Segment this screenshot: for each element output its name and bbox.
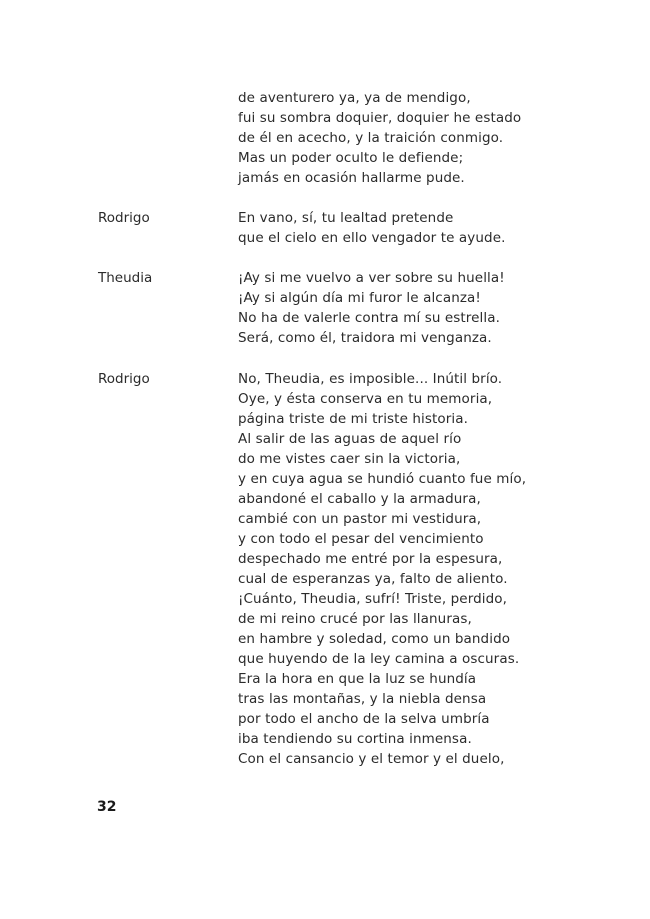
verse-line: fui su sombra doquier, doquier he estado — [238, 110, 522, 126]
verse-line: que el cielo en ello vengador te ayude. — [238, 230, 506, 246]
verse-line: ¡Ay si algún día mi furor le alcanza! — [238, 290, 481, 306]
verse-line: Oye, y ésta conserva en tu memoria, — [238, 391, 493, 407]
verse-line: do me vistes caer sin la victoria, — [238, 451, 461, 467]
verse-line: No ha de valerle contra mí su estrella. — [238, 310, 501, 326]
verse-line: por todo el ancho de la selva umbría — [238, 711, 490, 727]
verse-line: tras las montañas, y la niebla densa — [238, 691, 487, 707]
verse-line: de aventurero ya, ya de mendigo, — [238, 90, 471, 106]
verse-line: Con el cansancio y el temor y el duelo, — [238, 751, 505, 767]
verse-line: Al salir de las aguas de aquel río — [238, 431, 462, 447]
verse-line: iba tendiendo su cortina inmensa. — [238, 731, 472, 747]
verse-line: en hambre y soledad, como un bandido — [238, 631, 511, 647]
speaker-name: Theudia — [98, 270, 153, 286]
verse-line: En vano, sí, tu lealtad pretende — [238, 210, 454, 226]
speaker-name: Rodrigo — [98, 210, 150, 226]
page-number: 32 — [97, 799, 117, 815]
verse-line: página triste de mi triste historia. — [238, 411, 469, 427]
verse-line: Era la hora en que la luz se hundía — [238, 671, 477, 687]
verse-line: abandoné el caballo y la armadura, — [238, 491, 481, 507]
verse-line: de él en acecho, y la traición conmigo. — [238, 130, 504, 146]
verse-line: jamás en ocasión hallarme pude. — [238, 170, 465, 186]
verse-line: ¡Ay si me vuelvo a ver sobre su huella! — [238, 270, 505, 286]
verse-line: y en cuya agua se hundió cuanto fue mío, — [238, 471, 527, 487]
verse-line: que huyendo de la ley camina a oscuras. — [238, 651, 520, 667]
verse-line: cual de esperanzas ya, falto de aliento. — [238, 571, 508, 587]
verse-line: Mas un poder oculto le defiende; — [238, 150, 464, 166]
verse-line: No, Theudia, es imposible... Inútil brío. — [238, 371, 503, 387]
speaker-name: Rodrigo — [98, 371, 150, 387]
verse-line: de mi reino crucé por las llanuras, — [238, 611, 472, 627]
verse-line: ¡Cuánto, Theudia, sufrí! Triste, perdido, — [238, 591, 508, 607]
verse-line: cambié con un pastor mi vestidura, — [238, 511, 482, 527]
verse-line: despechado me entré por la espesura, — [238, 551, 503, 567]
verse-line: y con todo el pesar del vencimiento — [238, 531, 484, 547]
verse-line: Será, como él, traidora mi venganza. — [238, 330, 492, 346]
